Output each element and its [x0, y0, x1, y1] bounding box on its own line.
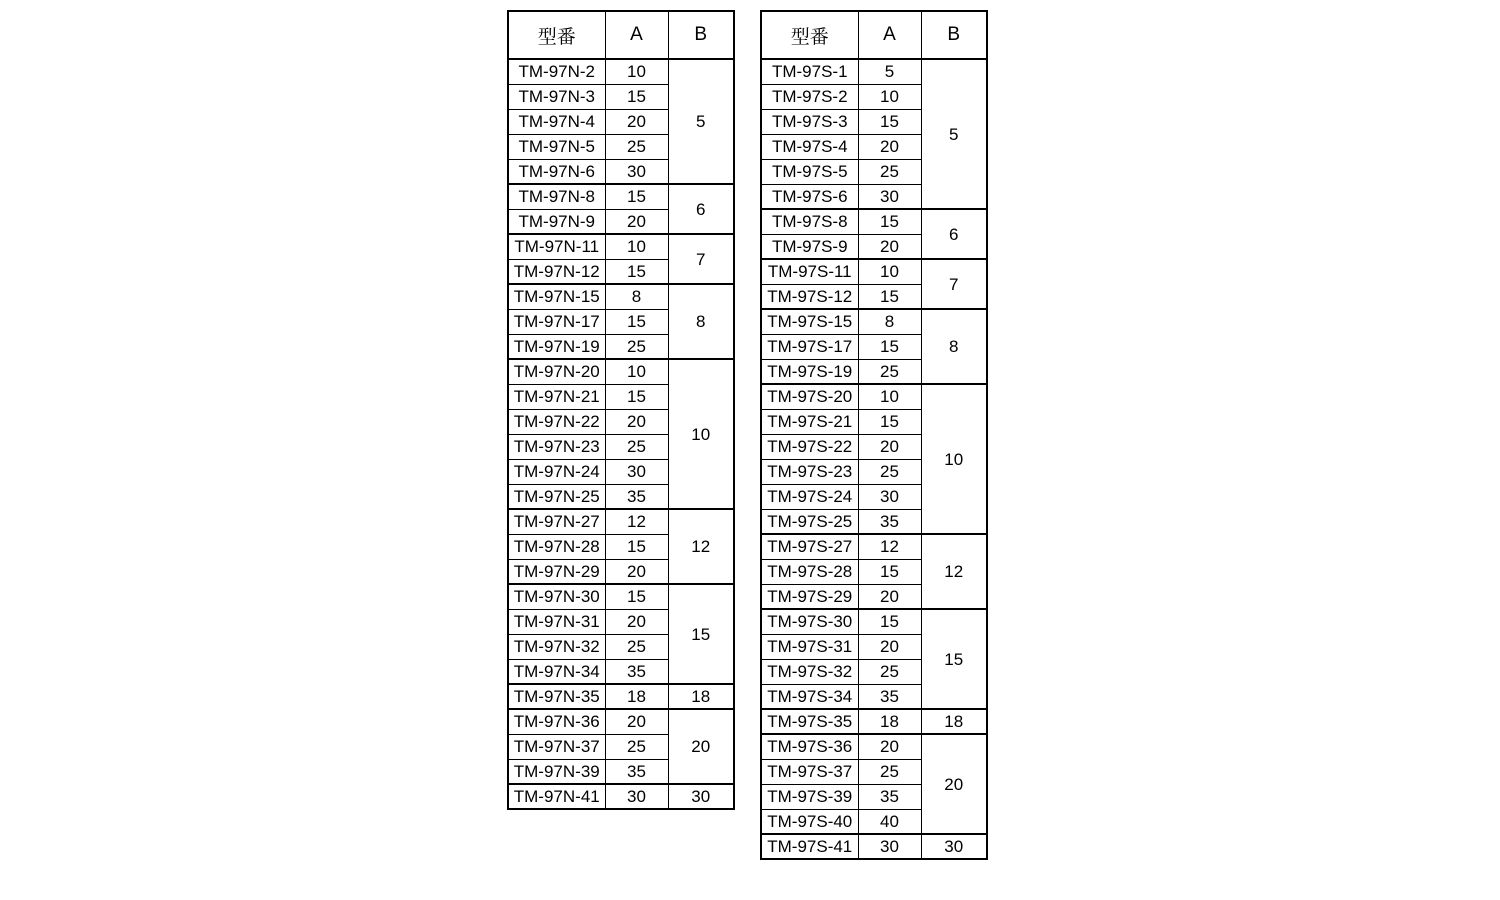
model-cell: TM-97S-25: [761, 509, 858, 534]
table-row: [508, 709, 734, 734]
a-value-cell: 10: [605, 234, 668, 259]
model-cell: TM-97S-8: [761, 209, 858, 234]
model-cell: TM-97N-31: [508, 609, 605, 634]
a-value-cell: 15: [858, 559, 921, 584]
a-value-cell: 10: [605, 359, 668, 384]
model-cell: TM-97N-25: [508, 484, 605, 509]
model-cell: TM-97S-27: [761, 534, 858, 559]
table-row: [761, 534, 987, 559]
b-value-cell: 30: [668, 784, 734, 809]
model-cell: TM-97S-35: [761, 709, 858, 734]
a-value-cell: 35: [605, 759, 668, 784]
a-value-cell: 15: [605, 384, 668, 409]
model-cell: TM-97N-32: [508, 634, 605, 659]
b-value-cell: 20: [668, 709, 734, 784]
model-cell: TM-97N-6: [508, 159, 605, 184]
model-cell: TM-97S-34: [761, 684, 858, 709]
model-cell: TM-97N-11: [508, 234, 605, 259]
b-value-cell: 15: [668, 584, 734, 684]
model-cell: TM-97S-36: [761, 734, 858, 759]
model-cell: TM-97N-4: [508, 109, 605, 134]
a-value-cell: 25: [858, 659, 921, 684]
a-value-cell: 12: [605, 509, 668, 534]
model-cell: TM-97S-41: [761, 834, 858, 859]
table-row: [508, 184, 734, 209]
model-cell: TM-97S-15: [761, 309, 858, 334]
a-value-cell: 15: [858, 609, 921, 634]
a-value-cell: 8: [605, 284, 668, 309]
model-cell: TM-97N-17: [508, 309, 605, 334]
table-row: [761, 709, 987, 734]
model-cell: TM-97N-12: [508, 259, 605, 284]
b-column-header: B: [668, 11, 734, 59]
a-value-cell: 10: [858, 84, 921, 109]
a-value-cell: 25: [605, 134, 668, 159]
a-value-cell: 15: [605, 309, 668, 334]
model-cell: TM-97S-5: [761, 159, 858, 184]
a-value-cell: 20: [858, 584, 921, 609]
header-row: [761, 11, 987, 59]
model-cell: TM-97S-22: [761, 434, 858, 459]
a-value-cell: 35: [605, 659, 668, 684]
model-cell: TM-97N-41: [508, 784, 605, 809]
model-cell: TM-97S-23: [761, 459, 858, 484]
a-value-cell: 30: [858, 484, 921, 509]
table-row: [508, 359, 734, 384]
model-cell: TM-97N-15: [508, 284, 605, 309]
a-value-cell: 30: [858, 184, 921, 209]
model-cell: TM-97S-11: [761, 259, 858, 284]
a-value-cell: 5: [858, 59, 921, 84]
a-value-cell: 12: [858, 534, 921, 559]
a-value-cell: 20: [858, 434, 921, 459]
model-cell: TM-97S-40: [761, 809, 858, 834]
b-value-cell: 18: [668, 684, 734, 709]
table-row: [761, 259, 987, 284]
b-value-cell: 10: [921, 384, 987, 534]
model-cell: TM-97N-5: [508, 134, 605, 159]
a-value-cell: 30: [605, 459, 668, 484]
a-value-cell: 30: [858, 834, 921, 859]
model-cell: TM-97N-21: [508, 384, 605, 409]
model-cell: TM-97S-19: [761, 359, 858, 384]
model-cell: TM-97N-3: [508, 84, 605, 109]
a-value-cell: 25: [858, 459, 921, 484]
a-value-cell: 10: [858, 259, 921, 284]
model-cell: TM-97N-39: [508, 759, 605, 784]
a-value-cell: 20: [605, 109, 668, 134]
model-cell: TM-97S-1: [761, 59, 858, 84]
model-cell: TM-97N-27: [508, 509, 605, 534]
model-cell: TM-97N-30: [508, 584, 605, 609]
model-cell: TM-97N-29: [508, 559, 605, 584]
a-value-cell: 10: [605, 59, 668, 84]
a-value-cell: 15: [605, 184, 668, 209]
b-value-cell: 7: [668, 234, 734, 284]
spec-table-tm-97n: [507, 10, 735, 810]
b-value-cell: 20: [921, 734, 987, 834]
table-row: [761, 59, 987, 84]
a-value-cell: 18: [605, 684, 668, 709]
model-cell: TM-97S-32: [761, 659, 858, 684]
a-value-cell: 20: [858, 634, 921, 659]
b-value-cell: 18: [921, 709, 987, 734]
a-value-cell: 25: [605, 434, 668, 459]
table-row: [761, 384, 987, 409]
a-value-cell: 15: [605, 534, 668, 559]
a-value-cell: 15: [858, 209, 921, 234]
model-cell: TM-97S-4: [761, 134, 858, 159]
a-column-header: A: [858, 11, 921, 59]
a-value-cell: 15: [605, 584, 668, 609]
model-cell: TM-97N-8: [508, 184, 605, 209]
b-value-cell: 5: [921, 59, 987, 209]
a-value-cell: 15: [858, 284, 921, 309]
model-cell: TM-97S-3: [761, 109, 858, 134]
a-value-cell: 35: [858, 784, 921, 809]
table-row: [761, 209, 987, 234]
a-value-cell: 25: [605, 334, 668, 359]
spec-table-tm-97s: [760, 10, 988, 860]
table-row: [508, 59, 734, 84]
model-cell: TM-97S-28: [761, 559, 858, 584]
model-cell: TM-97N-2: [508, 59, 605, 84]
model-cell: TM-97N-22: [508, 409, 605, 434]
model-cell: TM-97S-6: [761, 184, 858, 209]
a-value-cell: 15: [858, 409, 921, 434]
b-value-cell: 8: [921, 309, 987, 384]
b-value-cell: 30: [921, 834, 987, 859]
table-row: [508, 234, 734, 259]
a-value-cell: 25: [605, 734, 668, 759]
model-cell: TM-97N-23: [508, 434, 605, 459]
a-value-cell: 18: [858, 709, 921, 734]
a-value-cell: 25: [858, 159, 921, 184]
table-row: [761, 309, 987, 334]
model-cell: TM-97N-24: [508, 459, 605, 484]
model-cell: TM-97S-21: [761, 409, 858, 434]
a-value-cell: 30: [605, 159, 668, 184]
a-value-cell: 20: [605, 409, 668, 434]
header-row: [508, 11, 734, 59]
a-value-cell: 35: [858, 684, 921, 709]
a-value-cell: 25: [858, 359, 921, 384]
table-row: [508, 509, 734, 534]
a-value-cell: 15: [858, 109, 921, 134]
model-cell: TM-97S-12: [761, 284, 858, 309]
a-value-cell: 8: [858, 309, 921, 334]
a-value-cell: 20: [605, 709, 668, 734]
model-cell: TM-97S-31: [761, 634, 858, 659]
b-value-cell: 5: [668, 59, 734, 184]
table-row: [761, 609, 987, 634]
a-value-cell: 30: [605, 784, 668, 809]
a-value-cell: 15: [605, 259, 668, 284]
model-cell: TM-97N-20: [508, 359, 605, 384]
a-value-cell: 20: [605, 559, 668, 584]
model-cell: TM-97N-34: [508, 659, 605, 684]
a-value-cell: 25: [858, 759, 921, 784]
a-value-cell: 35: [858, 509, 921, 534]
model-cell: TM-97S-39: [761, 784, 858, 809]
a-value-cell: 35: [605, 484, 668, 509]
a-value-cell: 10: [858, 384, 921, 409]
model-cell: TM-97S-29: [761, 584, 858, 609]
model-cell: TM-97S-9: [761, 234, 858, 259]
model-cell: TM-97S-30: [761, 609, 858, 634]
table-row: [761, 834, 987, 859]
model-cell: TM-97S-20: [761, 384, 858, 409]
table-row: [761, 734, 987, 759]
table-row: [508, 584, 734, 609]
table-row: [508, 284, 734, 309]
a-value-cell: 20: [605, 609, 668, 634]
b-value-cell: 7: [921, 259, 987, 309]
a-value-cell: 20: [858, 234, 921, 259]
b-value-cell: 12: [921, 534, 987, 609]
b-value-cell: 10: [668, 359, 734, 509]
model-cell: TM-97N-36: [508, 709, 605, 734]
a-value-cell: 25: [605, 634, 668, 659]
model-column-header: 型番: [761, 11, 858, 59]
b-column-header: B: [921, 11, 987, 59]
model-cell: TM-97N-9: [508, 209, 605, 234]
model-cell: TM-97N-37: [508, 734, 605, 759]
model-cell: TM-97S-2: [761, 84, 858, 109]
b-value-cell: 8: [668, 284, 734, 359]
table-row: [508, 684, 734, 709]
a-value-cell: 20: [605, 209, 668, 234]
b-value-cell: 15: [921, 609, 987, 709]
a-value-cell: 15: [605, 84, 668, 109]
a-value-cell: 40: [858, 809, 921, 834]
model-cell: TM-97S-17: [761, 334, 858, 359]
model-cell: TM-97S-37: [761, 759, 858, 784]
table-row: [508, 784, 734, 809]
model-column-header: 型番: [508, 11, 605, 59]
model-cell: TM-97N-35: [508, 684, 605, 709]
b-value-cell: 6: [668, 184, 734, 234]
a-value-cell: 20: [858, 134, 921, 159]
model-cell: TM-97S-24: [761, 484, 858, 509]
b-value-cell: 6: [921, 209, 987, 259]
b-value-cell: 12: [668, 509, 734, 584]
a-column-header: A: [605, 11, 668, 59]
model-cell: TM-97N-19: [508, 334, 605, 359]
a-value-cell: 15: [858, 334, 921, 359]
a-value-cell: 20: [858, 734, 921, 759]
model-cell: TM-97N-28: [508, 534, 605, 559]
